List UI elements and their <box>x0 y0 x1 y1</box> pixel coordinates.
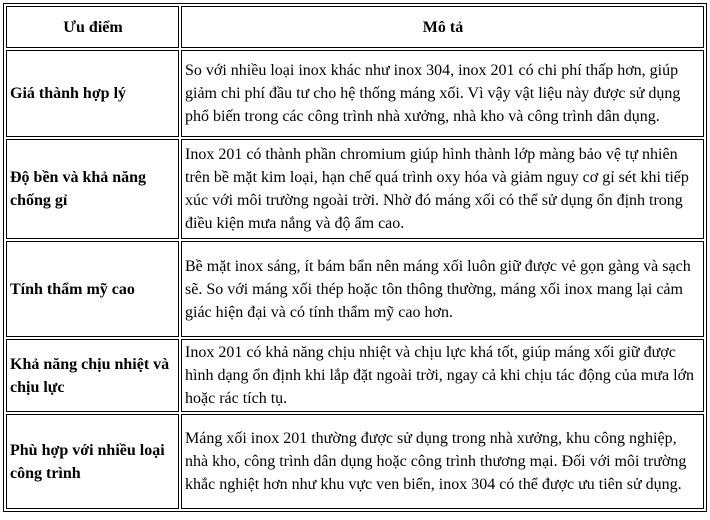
table-row <box>6 50 704 137</box>
table-row <box>6 241 704 337</box>
table-row <box>6 139 704 239</box>
table-row <box>6 414 704 509</box>
advantage-cell: Phù hợp với nhiều loại công trình <box>6 414 179 509</box>
description-cell: Inox 201 có khả năng chịu nhiệt và chịu lực khá tốt, giúp máng xối giữ được hình dạng ổn định khi lắp đặt ngoài trời, ngay cả khi chịu tác động của mưa lớn hoặc rác tích tụ. <box>181 339 704 412</box>
description-cell: Máng xối inox 201 thường được sử dụng trong nhà xưởng, khu công nghiệp, nhà kho, công trình dân dụng hoặc công trình thương mại. Đối với môi trường khắc nghiệt hơn như khu vực ven biển, inox 304 có thể được ưu tiên sử dụng. <box>181 414 704 509</box>
advantage-cell: Tính thẩm mỹ cao <box>6 241 179 337</box>
table-header-row <box>6 6 704 48</box>
advantage-cell: Khả năng chịu nhiệt và chịu lực <box>6 339 179 412</box>
table-row <box>6 339 704 412</box>
advantages-table <box>3 3 707 512</box>
header-description: Mô tả <box>181 6 704 48</box>
description-cell: So với nhiều loại inox khác như inox 304, inox 201 có chi phí thấp hơn, giúp giảm chi phí đầu tư cho hệ thống máng xối. Vì vậy vật liệu này được sử dụng phổ biến trong các công trình nhà xưởng, nhà kho và công trình dân dụng. <box>181 50 704 137</box>
header-advantage: Ưu điểm <box>6 6 179 48</box>
description-cell: Inox 201 có thành phần chromium giúp hình thành lớp màng bảo vệ tự nhiên trên bề mặt kim loại, hạn chế quá trình oxy hóa và giảm nguy cơ gỉ sét khi tiếp xúc với môi trường ngoài trời. Nhờ đó máng xối có thể sử dụng ổn định trong điều kiện mưa nắng và độ ẩm cao. <box>181 139 704 239</box>
advantage-cell: Độ bền và khả năng chống gỉ <box>6 139 179 239</box>
description-cell: Bề mặt inox sáng, ít bám bẩn nên máng xối luôn giữ được vẻ gọn gàng và sạch sẽ. So với máng xối thép hoặc tôn thông thường, máng xối inox mang lại cảm giác hiện đại và có tính thẩm mỹ cao hơn. <box>181 241 704 337</box>
advantage-cell: Giá thành hợp lý <box>6 50 179 137</box>
